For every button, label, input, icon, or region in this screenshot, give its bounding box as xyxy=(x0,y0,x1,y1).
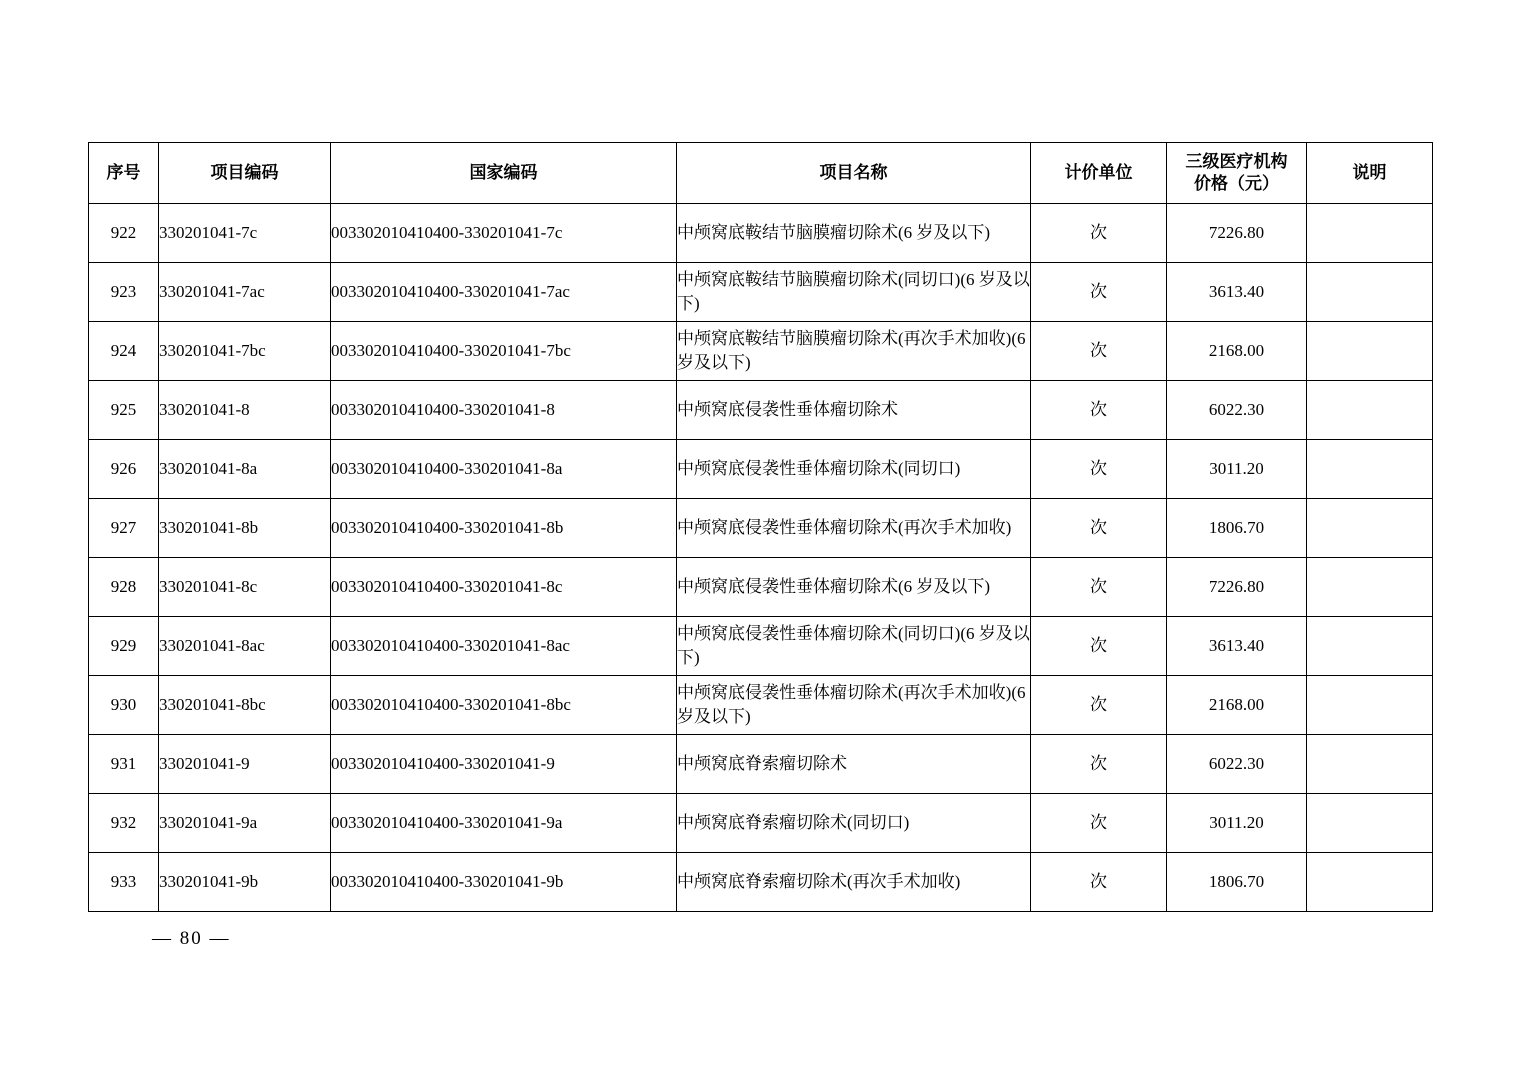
cell-item-name: 中颅窝底侵袭性垂体瘤切除术 xyxy=(677,381,1031,440)
cell-unit: 次 xyxy=(1031,322,1167,381)
cell-item-name: 中颅窝底脊索瘤切除术(同切口) xyxy=(677,794,1031,853)
table-row xyxy=(89,204,1433,263)
cell-price: 3011.20 xyxy=(1167,440,1307,499)
cell-price: 1806.70 xyxy=(1167,853,1307,912)
cell-price: 6022.30 xyxy=(1167,735,1307,794)
table-header xyxy=(89,143,1433,204)
cell-item-name: 中颅窝底侵袭性垂体瘤切除术(同切口) xyxy=(677,440,1031,499)
cell-price: 7226.80 xyxy=(1167,558,1307,617)
cell-seq: 929 xyxy=(89,617,159,676)
table-row xyxy=(89,558,1433,617)
table-row xyxy=(89,853,1433,912)
cell-note xyxy=(1307,381,1433,440)
cell-seq: 933 xyxy=(89,853,159,912)
table-row xyxy=(89,263,1433,322)
cell-national-code: 003302010410400-330201041-8c xyxy=(331,558,677,617)
price-list-table xyxy=(88,142,1433,912)
cell-item-code: 330201041-8b xyxy=(159,499,331,558)
cell-item-code: 330201041-8a xyxy=(159,440,331,499)
cell-item-name: 中颅窝底侵袭性垂体瘤切除术(再次手术加收)(6 岁及以下) xyxy=(677,676,1031,735)
cell-national-code: 003302010410400-330201041-8a xyxy=(331,440,677,499)
cell-national-code: 003302010410400-330201041-9b xyxy=(331,853,677,912)
cell-seq: 928 xyxy=(89,558,159,617)
cell-item-name: 中颅窝底鞍结节脑膜瘤切除术(6 岁及以下) xyxy=(677,204,1031,263)
cell-price: 2168.00 xyxy=(1167,676,1307,735)
table-header-row xyxy=(89,143,1433,204)
cell-item-name: 中颅窝底侵袭性垂体瘤切除术(同切口)(6 岁及以下) xyxy=(677,617,1031,676)
cell-price: 7226.80 xyxy=(1167,204,1307,263)
cell-item-name: 中颅窝底脊索瘤切除术 xyxy=(677,735,1031,794)
cell-item-name: 中颅窝底鞍结节脑膜瘤切除术(同切口)(6 岁及以下) xyxy=(677,263,1031,322)
cell-national-code: 003302010410400-330201041-8bc xyxy=(331,676,677,735)
cell-unit: 次 xyxy=(1031,617,1167,676)
cell-note xyxy=(1307,617,1433,676)
cell-unit: 次 xyxy=(1031,853,1167,912)
column-header-unit: 计价单位 xyxy=(1031,143,1167,204)
cell-note xyxy=(1307,853,1433,912)
column-header-note: 说明 xyxy=(1307,143,1433,204)
column-header-item-name: 项目名称 xyxy=(677,143,1031,204)
table-row xyxy=(89,499,1433,558)
table-row xyxy=(89,735,1433,794)
cell-unit: 次 xyxy=(1031,794,1167,853)
cell-item-code: 330201041-7ac xyxy=(159,263,331,322)
cell-price: 3613.40 xyxy=(1167,617,1307,676)
cell-unit: 次 xyxy=(1031,381,1167,440)
cell-item-name: 中颅窝底侵袭性垂体瘤切除术(6 岁及以下) xyxy=(677,558,1031,617)
table-row xyxy=(89,794,1433,853)
cell-note xyxy=(1307,204,1433,263)
cell-unit: 次 xyxy=(1031,676,1167,735)
cell-item-code: 330201041-8c xyxy=(159,558,331,617)
cell-note xyxy=(1307,676,1433,735)
cell-note xyxy=(1307,558,1433,617)
cell-seq: 932 xyxy=(89,794,159,853)
cell-note xyxy=(1307,735,1433,794)
page-number: — 80 — xyxy=(152,928,231,949)
table-row xyxy=(89,440,1433,499)
cell-price: 1806.70 xyxy=(1167,499,1307,558)
cell-seq: 924 xyxy=(89,322,159,381)
column-header-national-code: 国家编码 xyxy=(331,143,677,204)
column-header-price-line1: 三级医疗机构 xyxy=(1185,151,1288,171)
column-header-seq: 序号 xyxy=(89,143,159,204)
cell-item-code: 330201041-8 xyxy=(159,381,331,440)
cell-seq: 925 xyxy=(89,381,159,440)
cell-item-name: 中颅窝底鞍结节脑膜瘤切除术(再次手术加收)(6 岁及以下) xyxy=(677,322,1031,381)
cell-price: 3011.20 xyxy=(1167,794,1307,853)
cell-unit: 次 xyxy=(1031,440,1167,499)
cell-item-code: 330201041-8ac xyxy=(159,617,331,676)
table-row xyxy=(89,322,1433,381)
cell-item-code: 330201041-8bc xyxy=(159,676,331,735)
table-body xyxy=(89,204,1433,912)
cell-item-code: 330201041-7c xyxy=(159,204,331,263)
cell-item-code: 330201041-9b xyxy=(159,853,331,912)
cell-seq: 926 xyxy=(89,440,159,499)
cell-note xyxy=(1307,499,1433,558)
cell-unit: 次 xyxy=(1031,735,1167,794)
cell-note xyxy=(1307,440,1433,499)
cell-unit: 次 xyxy=(1031,558,1167,617)
table-row xyxy=(89,381,1433,440)
cell-seq: 930 xyxy=(89,676,159,735)
cell-note xyxy=(1307,794,1433,853)
cell-unit: 次 xyxy=(1031,204,1167,263)
cell-seq: 931 xyxy=(89,735,159,794)
cell-note xyxy=(1307,322,1433,381)
cell-national-code: 003302010410400-330201041-8ac xyxy=(331,617,677,676)
cell-item-name: 中颅窝底侵袭性垂体瘤切除术(再次手术加收) xyxy=(677,499,1031,558)
cell-item-name: 中颅窝底脊索瘤切除术(再次手术加收) xyxy=(677,853,1031,912)
cell-seq: 922 xyxy=(89,204,159,263)
cell-national-code: 003302010410400-330201041-8b xyxy=(331,499,677,558)
cell-note xyxy=(1307,263,1433,322)
cell-national-code: 003302010410400-330201041-8 xyxy=(331,381,677,440)
cell-national-code: 003302010410400-330201041-7ac xyxy=(331,263,677,322)
cell-price: 3613.40 xyxy=(1167,263,1307,322)
cell-item-code: 330201041-9a xyxy=(159,794,331,853)
cell-national-code: 003302010410400-330201041-9a xyxy=(331,794,677,853)
column-header-price-line2: 价格（元） xyxy=(1194,174,1279,193)
cell-item-code: 330201041-7bc xyxy=(159,322,331,381)
table-row xyxy=(89,676,1433,735)
cell-price: 6022.30 xyxy=(1167,381,1307,440)
cell-unit: 次 xyxy=(1031,499,1167,558)
cell-item-code: 330201041-9 xyxy=(159,735,331,794)
cell-national-code: 003302010410400-330201041-9 xyxy=(331,735,677,794)
column-header-price xyxy=(1167,143,1307,204)
cell-price: 2168.00 xyxy=(1167,322,1307,381)
cell-national-code: 003302010410400-330201041-7bc xyxy=(331,322,677,381)
cell-seq: 927 xyxy=(89,499,159,558)
column-header-item-code: 项目编码 xyxy=(159,143,331,204)
table-row xyxy=(89,617,1433,676)
cell-national-code: 003302010410400-330201041-7c xyxy=(331,204,677,263)
cell-unit: 次 xyxy=(1031,263,1167,322)
cell-seq: 923 xyxy=(89,263,159,322)
